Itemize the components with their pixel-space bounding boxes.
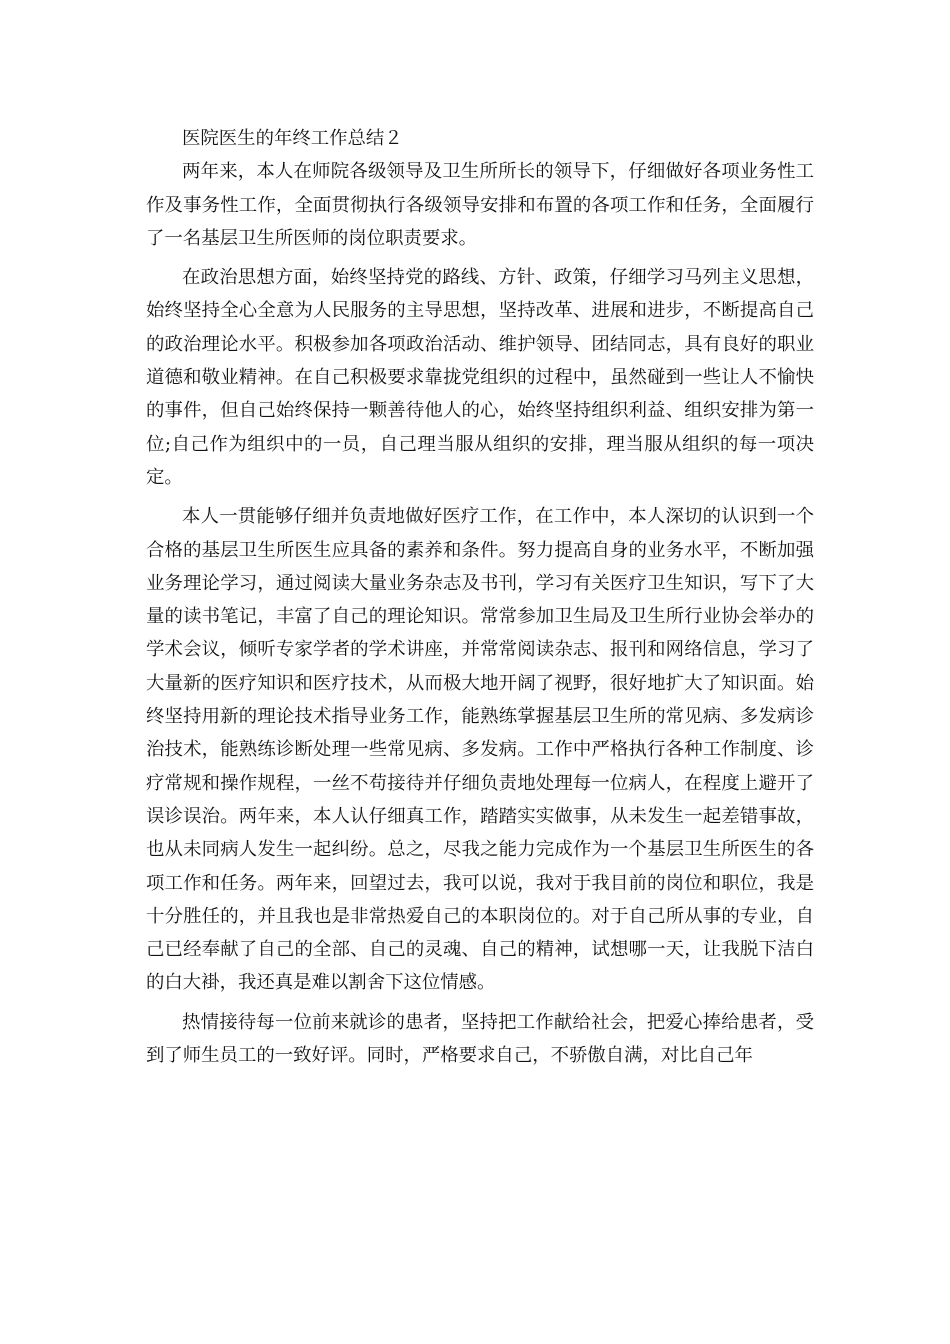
paragraph-political: 在政治思想方面，始终坚持党的路线、方针、政策，仔细学习马列主义思想，始终坚持全心全意为人民服务的主导思想，坚持改革、进展和进步，不断提高自己的政治理论水平。积极参加各项政治活动、维护领导、团结同志，具有良好的职业道德和敬业精神。在自己积极要求靠拢党组织的过程中，虽然碰到一些让人不愉快的事件，但自己始终保持一颗善待他人的心，始终坚持组织利益、组织安排为第一位;自己作为组织中的一员，自己理当服从组织的安排，理当服从组织的每一项决定。 (146, 267, 814, 488)
paragraph-intro: 两年来，本人在师院各级领导及卫生所所长的领导下，仔细做好各项业务性工作及事务性工作，全面贯彻执行各级领导安排和布置的各项工作和任务，全面履行了一名基层卫生所医师的岗位职责要求。 (146, 161, 814, 249)
paragraph-patients: 热情接待每一位前来就诊的患者，坚持把工作献给社会，把爱心捧给患者，受到了师生员工的一致好评。同时，严格要求自己，不骄傲自满，对比自己年 (146, 1011, 814, 1067)
paragraph-medical-work: 本人一贯能够仔细并负责地做好医疗工作，在工作中，本人深切的认识到一个合格的基层卫生所医生应具备的素养和条件。努力提高自身的业务水平，不断加强业务理论学习，通过阅读大量业务杂志及书刊，学习有关医疗卫生知识，写下了大量的读书笔记，丰富了自己的理论知识。常常参加卫生局及卫生所行业协会举办的学术会议，倾听专家学者的学术讲座，并常常阅读杂志、报刊和网络信息，学习了大量新的医疗知识和医疗技术，从而极大地开阔了视野，很好地扩大了知识面。始终坚持用新的理论技术指导业务工作，能熟练掌握基层卫生所的常见病、多发病诊治技术，能熟练诊断处理一些常见病、多发病。工作中严格执行各种工作制度、诊疗常规和操作规程，一丝不苟接待并仔细负责地处理每一位病人，在程度上避开了误诊误治。两年来，本人认仔细真工作，踏踏实实做事，从未发生一起差错事故，也从未同病人发生一起纠纷。总之，尽我之能力完成作为一个基层卫生所医生的各项工作和任务。两年来，回望过去，我可以说，我对于我目前的岗位和职位，我是十分胜任的，并且我也是非常热爱自己的本职岗位的。对于自己所从事的专业，自己已经奉献了自己的全部、自己的灵魂、自己的精神，试想哪一天，让我脱下洁白的白大褂，我还真是难以割舍下这位情感。 (146, 506, 814, 994)
document-body (146, 122, 814, 1072)
document-title: 医院医生的年终工作总结２ (182, 128, 403, 149)
